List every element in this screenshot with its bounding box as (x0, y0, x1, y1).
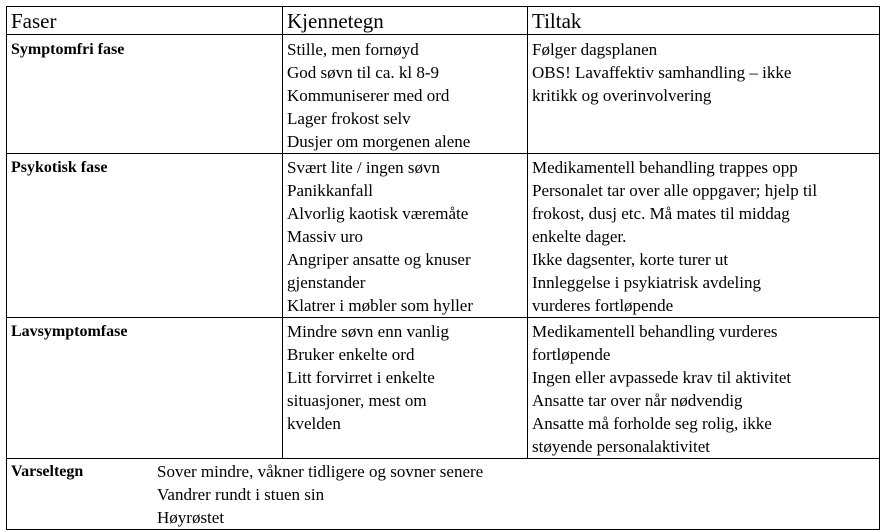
warning-lines (157, 460, 875, 529)
warning-line: Vandrer rundt i stuen sin (157, 485, 325, 504)
table-row-varseltegn (7, 459, 880, 530)
phase-name: Psykotisk fase (7, 154, 283, 318)
sign-line: Angriper ansatte og knuser (287, 250, 471, 269)
signs-cell (283, 154, 528, 318)
sign-line: gjenstander (287, 273, 366, 292)
measure-line: støyende personalaktivitet (532, 437, 710, 456)
warning-content (11, 460, 875, 529)
phase-name: Symptomfri fase (7, 35, 283, 154)
signs-cell (283, 318, 528, 459)
sign-line: Panikkanfall (287, 181, 373, 200)
measure-line: vurderes fortløpende (532, 296, 674, 315)
sign-line: Klatrer i møbler som hyller (287, 296, 474, 315)
sign-line: Litt forvirret i enkelte (287, 368, 435, 387)
warning-cell (7, 459, 880, 530)
header-kjennetegn: Kjennetegn (283, 7, 528, 35)
measure-line: Medikamentell behandling vurderes (532, 322, 778, 341)
measure-line: frokost, dusj etc. Må mates til middag (532, 204, 790, 223)
measure-line: Medikamentell behandling trappes opp (532, 158, 798, 177)
sign-line: God søvn til ca. kl 8-9 (287, 63, 440, 82)
measure-line: Følger dagsplanen (532, 40, 658, 59)
sign-line: Svært lite / ingen søvn (287, 158, 440, 177)
measure-line: Ingen eller avpassede krav til aktivitet (532, 368, 792, 387)
measures-cell (528, 35, 880, 154)
measure-line: fortløpende (532, 345, 611, 364)
document (6, 6, 880, 530)
sign-line: Kommuniserer med ord (287, 86, 450, 105)
sign-line: Lager frokost selv (287, 109, 411, 128)
measure-line: OBS! Lavaffektiv samhandling – ikke (532, 63, 792, 82)
measure-line: kritikk og overinvolvering (532, 86, 712, 105)
sign-line: Bruker enkelte ord (287, 345, 415, 364)
sign-line: situasjoner, mest om (287, 391, 427, 410)
measures-cell (528, 154, 880, 318)
header-tiltak: Tiltak (528, 7, 880, 35)
sign-line: Massiv uro (287, 227, 364, 246)
warning-line: Sover mindre, våkner tidligere og sovner senere (157, 462, 484, 481)
measure-line: Ansatte tar over når nødvendig (532, 391, 743, 410)
header-faser: Faser (7, 7, 283, 35)
sign-line: Stille, men fornøyd (287, 40, 419, 59)
measure-line: Ansatte må forholde seg rolig, ikke (532, 414, 772, 433)
measure-line: enkelte dager. (532, 227, 627, 246)
sign-line: Alvorlig kaotisk væremåte (287, 204, 469, 223)
header-row (7, 7, 880, 35)
phase-name: Lavsymptomfase (7, 318, 283, 459)
sign-line: kvelden (287, 414, 341, 433)
table-row-symptomfri (7, 35, 880, 154)
table-row-psykotisk (7, 154, 880, 318)
measures-cell (528, 318, 880, 459)
warning-label: Varseltegn (11, 463, 84, 480)
measure-line: Personalet tar over alle oppgaver; hjelp til (532, 181, 818, 200)
measure-line: Innleggelse i psykiatrisk avdeling (532, 273, 761, 292)
phase-table (6, 6, 880, 530)
table-row-lavsymptom (7, 318, 880, 459)
sign-line: Mindre søvn enn vanlig (287, 322, 449, 341)
measure-line: Ikke dagsenter, korte turer ut (532, 250, 729, 269)
sign-line: Dusjer om morgenen alene (287, 132, 471, 151)
warning-line: Høyrøstet (157, 508, 225, 527)
signs-cell (283, 35, 528, 154)
